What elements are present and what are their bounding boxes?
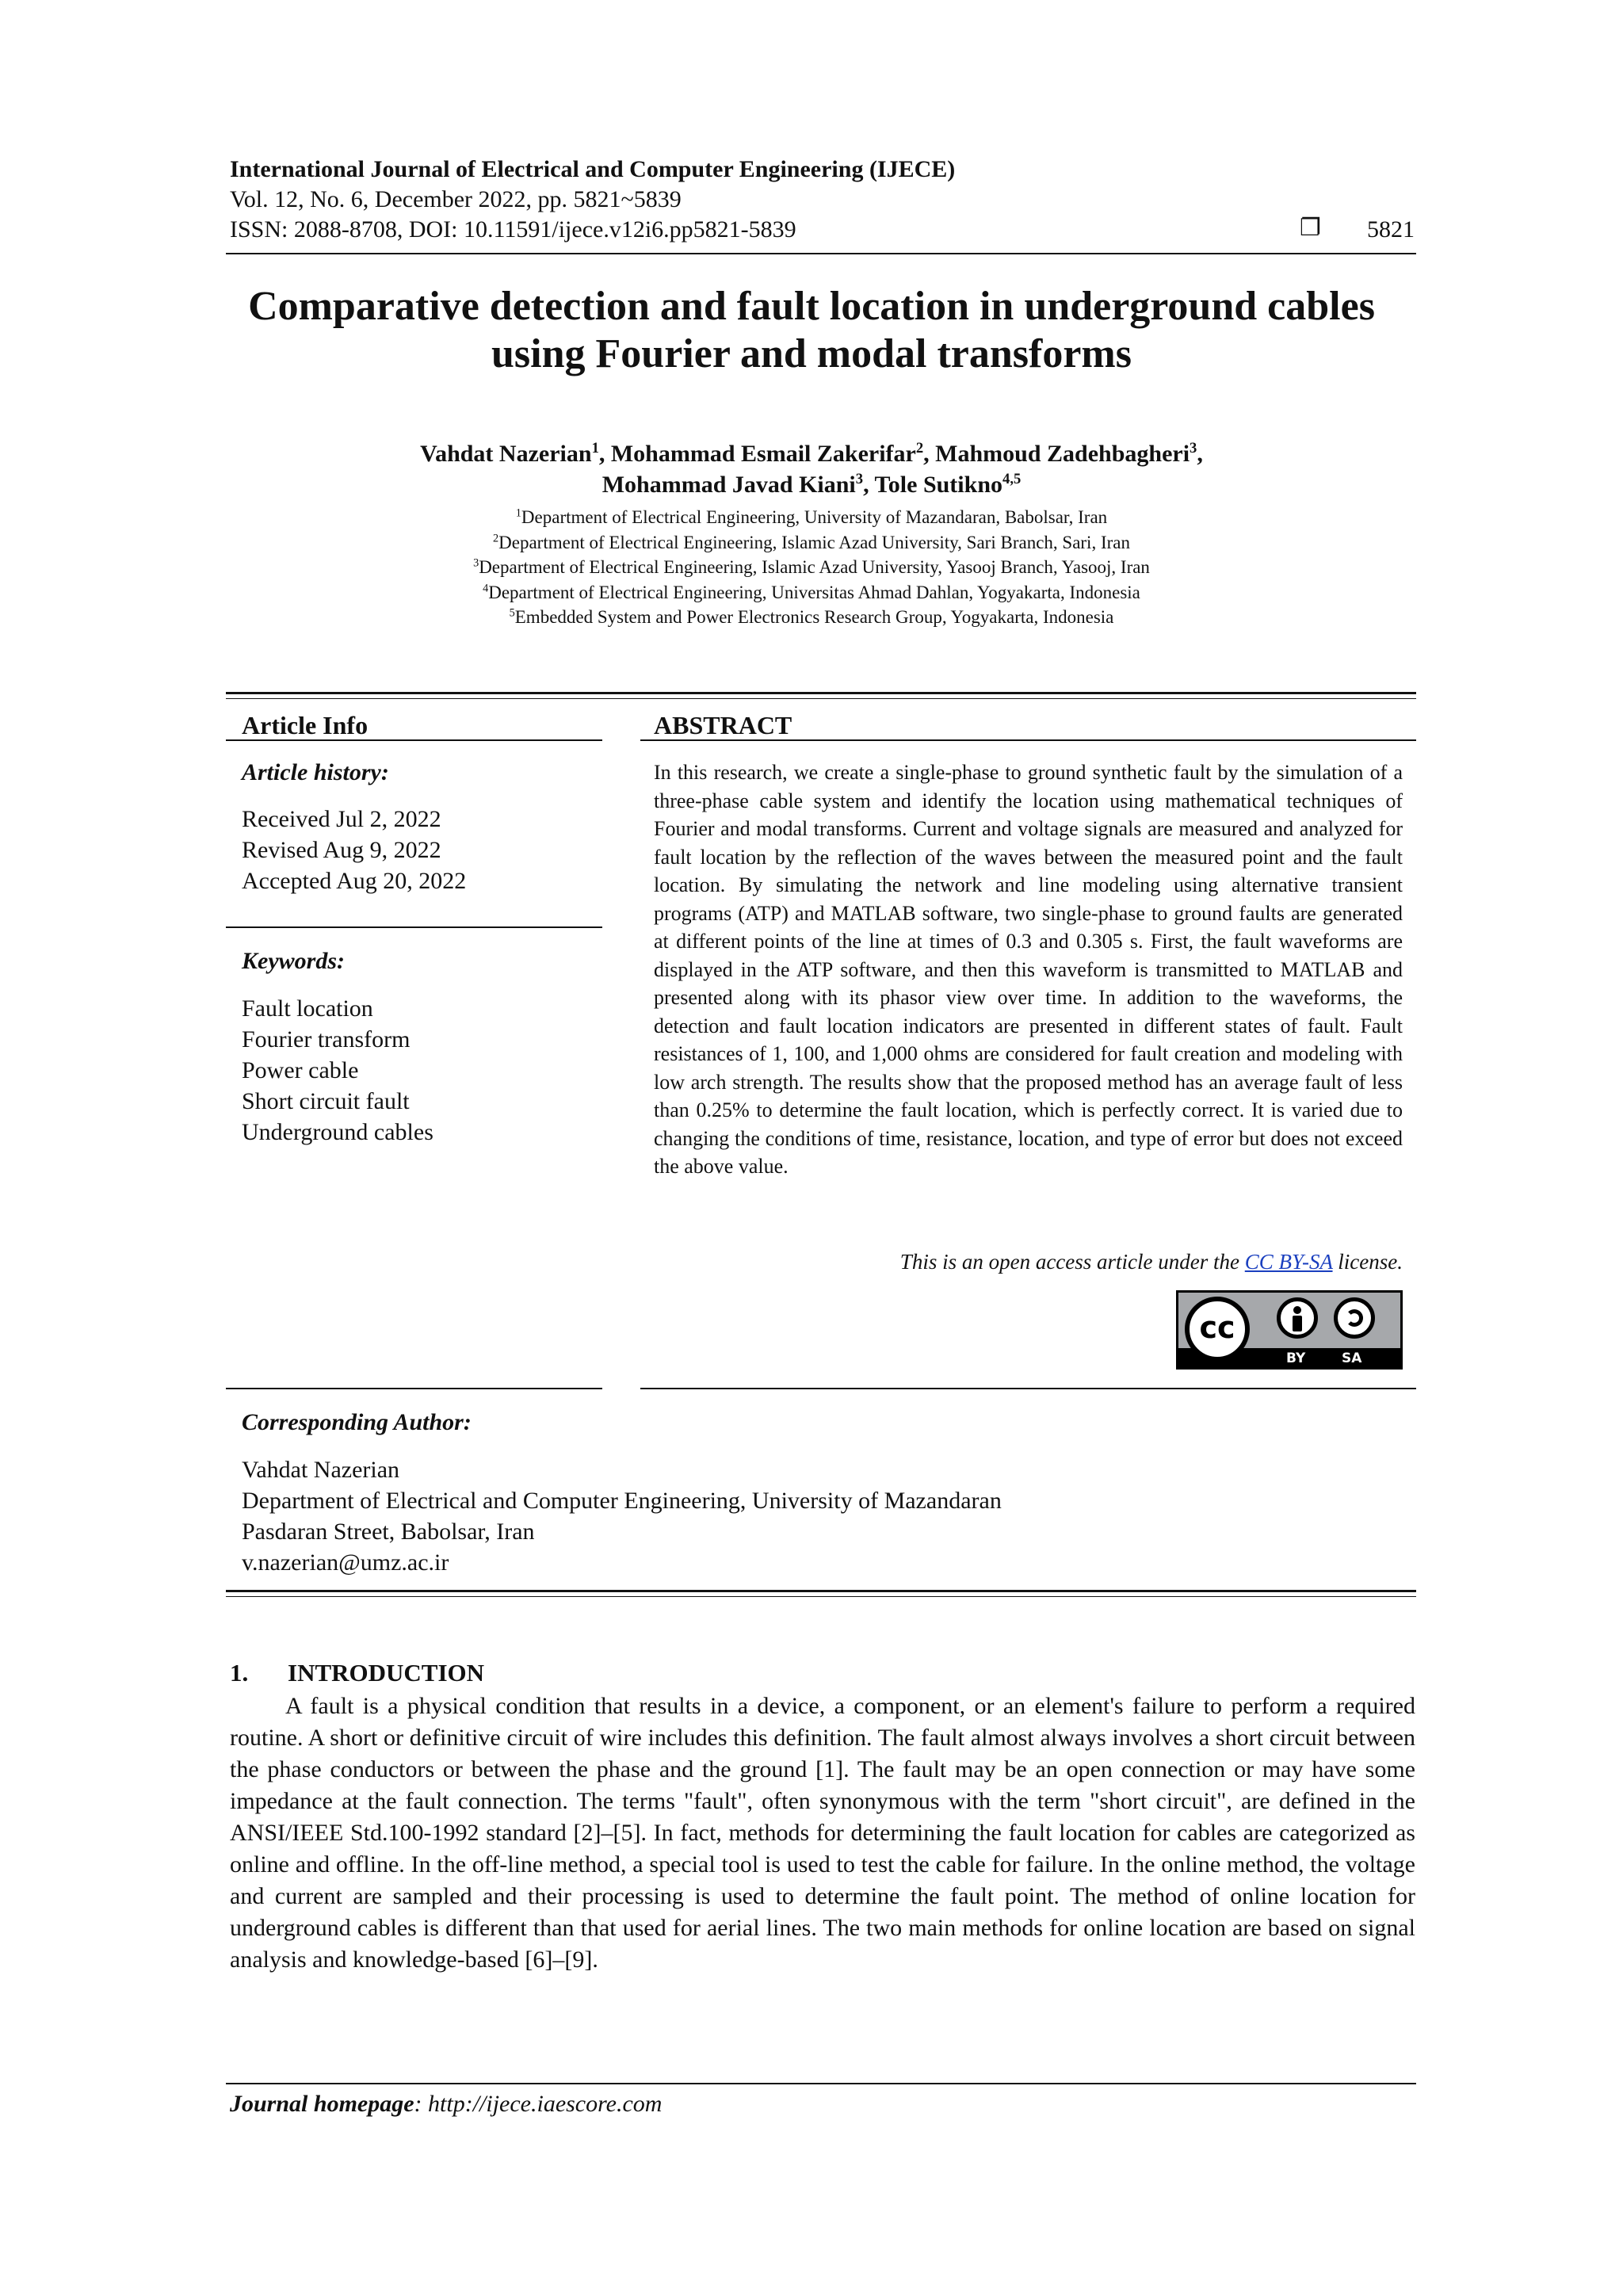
license-prefix: This is an open access article under the — [899, 1250, 1245, 1274]
affiliation-mark: 5 — [509, 606, 515, 620]
badge-sa-label: SA — [1342, 1350, 1362, 1366]
affiliation — [222, 530, 1401, 556]
abstract-rule — [640, 739, 1416, 741]
affiliation — [222, 505, 1401, 530]
license-link[interactable]: CC BY-SA — [1244, 1250, 1333, 1274]
affiliation — [222, 555, 1401, 580]
revised-date: Revised Aug 9, 2022 — [242, 837, 441, 863]
affiliation-mark: 1 — [515, 506, 521, 520]
homepage-label: Journal homepage — [230, 2091, 414, 2117]
author-separator: , — [863, 472, 875, 498]
journal-name: International Journal of Electrical and Computer Engineering (IJECE) — [230, 156, 956, 182]
license-suffix: license. — [1332, 1250, 1403, 1274]
affiliation-text: Department of Electrical Engineering, Universitas Ahmad Dahlan, Yogyakarta, Indonesia — [488, 582, 1140, 602]
info-box-top-rule-thin — [226, 698, 1416, 699]
abstract-bottom-rule — [640, 1388, 1416, 1389]
keywords-rule — [226, 926, 602, 928]
keywords-list — [242, 993, 433, 1148]
affiliation-mark: 4 — [483, 581, 489, 594]
info-box-bottom-rule-thin — [226, 1596, 1416, 1597]
author-affil-mark: 4,5 — [1002, 471, 1022, 487]
header-rule — [226, 253, 1416, 254]
author-affil-mark: 3 — [855, 471, 864, 487]
info-box-bottom-rule — [226, 1590, 1416, 1592]
cc-icon: cc — [1185, 1297, 1250, 1362]
keywords-heading: Keywords: — [242, 948, 345, 974]
intro-paragraph: A fault is a physical condition that results in a device, a component, or an element's failure to perform a required routine. A short or definitive circuit of wire includes this definition. The fault almost always involves a short circuit between the phase conductors or between the phase and the ground [1]. The fault may be an open connection or may have some impedance at the fault connection. The terms "fault", often synonymous with the term "short circuit", are defined in the ANSI/IEEE Std.100-1992 standard [2]–[5]. In fact, methods for determining the fault location for cables are categorized as online and offline. In the off-line method, a special tool is used to test the cable for failure. In the online method, the voltage and current are sampled and their processing is used to determine the fault point. The method of online location for underground cables is different than that used for aerial lines. The two main methods for online location are based on signal analysis and knowledge-based [6]–[9]. — [230, 1693, 1415, 1973]
author-affil-mark: 2 — [915, 440, 924, 457]
issn-doi: ISSN: 2088-8708, DOI: 10.11591/ijece.v12i6.pp5821-5839 — [230, 216, 796, 243]
keyword: Power cable — [242, 1057, 359, 1083]
author-separator: , — [1197, 441, 1203, 467]
journal-homepage — [230, 2091, 662, 2118]
author-name: Mahmoud Zadehbagheri — [935, 441, 1190, 467]
license-line — [654, 1250, 1403, 1274]
affiliation-mark: 2 — [493, 531, 499, 544]
volume-info: Vol. 12, No. 6, December 2022, pp. 5821~5839 — [230, 186, 682, 212]
article-info-rule — [226, 739, 602, 741]
corresponding-department: Department of Electrical and Computer Engineering, University of Mazandaran — [242, 1488, 1002, 1514]
abstract-text: In this research, we create a single-phase to ground synthetic fault by the simulation of a three-phase cable system and identify the location using mathematical techniques of Fourier and modal transforms. Current and voltage signals are measured and analyzed for fault location by the reflection of the waves between the measured point and the fault location. By simulating the network and line modeling using alternative transient programs (ATP) and MATLAB software, two single-phase to ground faults are generated at different points of the line at times of 0.3 and 0.305 s. First, the fault waveforms are displayed in the ATP software, and then this waveform is transmitted to MATLAB and presented along with its phasor view over time. In addition to the waveforms, the detection and fault location indicators are presented in different states of fault. Fault resistances of 1, 100, and 1,000 ohms are considered for fault creation and modeling with low arch strength. The results show that the proposed method has an average fault of less than 0.25% to determine the fault location, which is perfectly correct. It is varied due to changing the conditions of time, resistance, location, and type of error but does not exceed the above value. — [654, 761, 1403, 1178]
author-name: Mohammad Javad Kiani — [601, 472, 856, 498]
affiliation-text: Department of Electrical Engineering, Islamic Azad University, Sari Branch, Sari, Iran — [498, 532, 1130, 552]
affiliation-mark: 3 — [473, 556, 479, 570]
by-person-icon — [1277, 1297, 1318, 1339]
corresponding-address: Pasdaran Street, Babolsar, Iran — [242, 1519, 535, 1545]
paper-title-line-2: using Fourier and modal transforms — [491, 331, 1132, 376]
keyword: Underground cables — [242, 1119, 433, 1145]
info-box-top-rule — [226, 692, 1416, 694]
intro-heading: INTRODUCTION — [288, 1659, 485, 1687]
author-separator: , — [598, 441, 611, 467]
corresponding-heading: Corresponding Author: — [242, 1409, 472, 1435]
article-info-bottom-rule — [226, 1388, 602, 1389]
keyword: Fault location — [242, 995, 373, 1022]
keyword: Fourier transform — [242, 1026, 411, 1052]
author-name: Vahdat Nazerian — [420, 441, 592, 467]
badge-by-label: BY — [1286, 1350, 1306, 1366]
cc-by-sa-badge[interactable] — [1176, 1290, 1403, 1370]
paper-title-line-1: Comparative detection and fault location in underground cables — [248, 284, 1375, 329]
affiliation — [222, 580, 1401, 606]
keyword: Short circuit fault — [242, 1088, 410, 1114]
abstract-heading: ABSTRACT — [654, 711, 792, 739]
authors-line-1 — [143, 439, 1480, 469]
affiliation-text: Department of Electrical Engineering, Islamic Azad University, Yasooj Branch, Yasooj, Iran — [479, 557, 1150, 577]
author-name: Tole Sutikno — [874, 472, 1003, 498]
authors-line-2 — [143, 470, 1480, 500]
sa-share-icon — [1334, 1297, 1375, 1339]
page-number: 5821 — [1367, 216, 1415, 243]
footer-rule — [226, 2083, 1416, 2084]
author-affil-mark: 3 — [1190, 440, 1197, 457]
intro-number: 1. — [230, 1659, 249, 1687]
homepage-separator: : — [414, 2091, 429, 2117]
homepage-url[interactable]: http://ijece.iaescore.com — [428, 2091, 663, 2117]
affiliations — [222, 505, 1401, 630]
affiliation — [222, 605, 1401, 630]
accepted-date: Accepted Aug 20, 2022 — [242, 868, 467, 894]
corresponding-email[interactable]: v.nazerian@umz.ac.ir — [242, 1549, 449, 1576]
affiliation-text: Department of Electrical Engineering, University of Mazandaran, Babolsar, Iran — [521, 507, 1108, 527]
box-icon: ❐ — [1300, 214, 1321, 242]
article-history-heading: Article history: — [242, 759, 389, 785]
article-info-heading: Article Info — [242, 711, 369, 739]
affiliation-text: Embedded System and Power Electronics Research Group, Yogyakarta, Indonesia — [514, 607, 1114, 627]
received-date: Received Jul 2, 2022 — [242, 806, 441, 832]
corresponding-name: Vahdat Nazerian — [242, 1457, 400, 1483]
author-affil-mark: 1 — [591, 440, 599, 457]
author-name: Mohammad Esmail Zakerifar — [610, 441, 916, 467]
author-separator: , — [923, 441, 936, 467]
